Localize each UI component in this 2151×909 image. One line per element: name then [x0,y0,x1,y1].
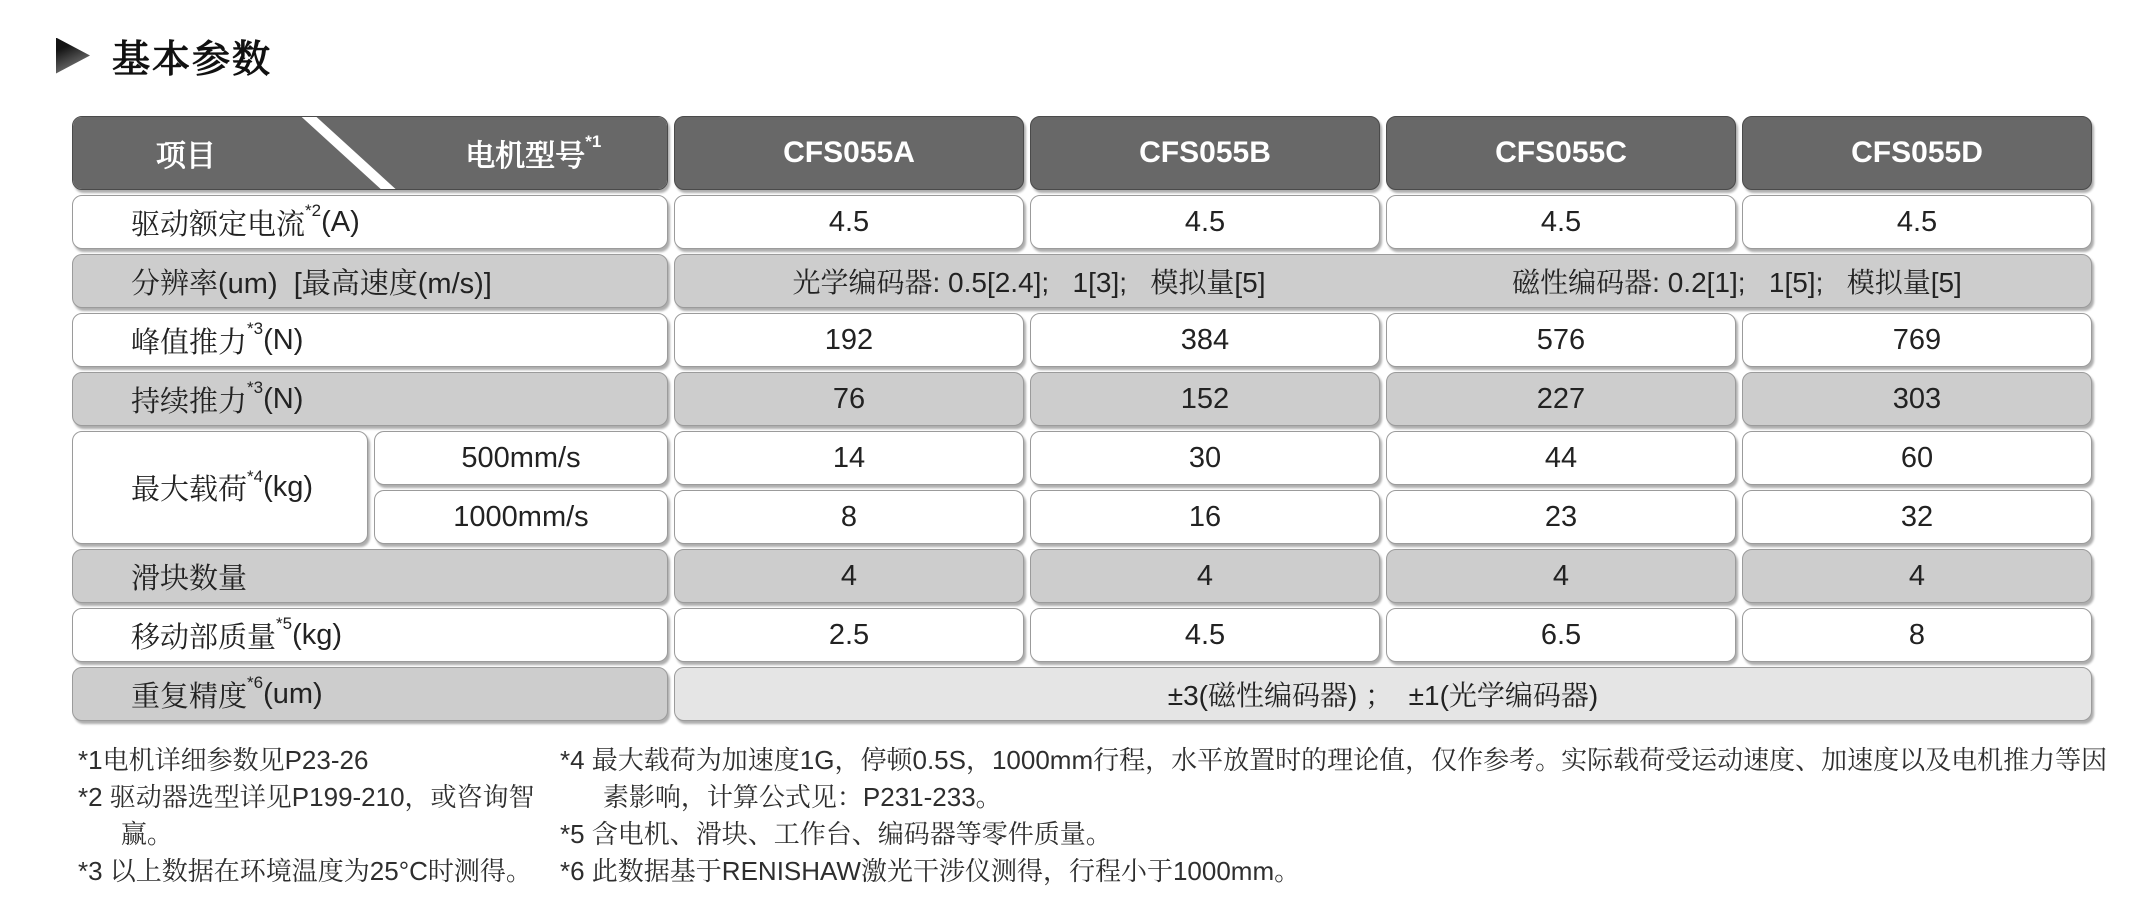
row-label-moving-mass: 移动部质量 $^{*5}$ (kg) [72,608,668,662]
footnote-2: *2 驱动器选型详见P199-210，或咨询智赢。 [78,782,535,849]
resolution-optical: 光学编码器: 0.5[2.4]; 1[3]; 模拟量[5] [792,267,1266,298]
value-cell: 23 [1386,490,1736,544]
value-cell: 303 [1742,372,2092,426]
corner-motor-text: 电机型号 [465,140,586,173]
resolution-magnetic: 磁性编码器: 0.2[1]; 1[5]; 模拟量[5] [1512,267,1962,298]
value-cell: 16 [1030,490,1380,544]
corner-label-motor-model: 电机型号 $^{*1}$ [465,132,602,173]
value-cell: 227 [1386,372,1736,426]
row-label-text: 驱动额定电流 [131,208,306,241]
value-cell: 8 [674,490,1024,544]
row-label-slider-count [72,549,668,603]
triangle-bullet-icon [56,38,90,74]
column-header-cfs055a: CFS055A [674,116,1024,190]
sub-label-1000mms: 1000mm/s [374,490,668,544]
column-header-cfs055d: CFS055D [1742,116,2092,190]
value-cell: 4.5 [1030,195,1380,249]
spec-table [72,116,2092,721]
row-label-unit: (N) [263,382,304,415]
row-label-unit: (kg) [263,471,314,503]
corner-header-cell [72,116,668,190]
row-label-text: 滑块数量 [131,562,248,595]
row-label-text: 重复精度 [131,680,248,713]
footnote-5: *5 含电机、滑块、工作台、编码器等零件质量。 [560,819,1112,849]
column-header-cfs055c: CFS055C [1386,116,1736,190]
footnotes [78,742,2123,890]
row-label-resolution [72,254,668,308]
repeatability-merged-cell: ±3(磁性编码器) ； ±1(光学编码器) [674,667,2092,721]
value-cell: 769 [1742,313,2092,367]
row-label-text: 峰值推力 [131,326,248,359]
value-cell: 30 [1030,431,1380,485]
row-label-unit: (N) [263,323,304,356]
value-cell: 152 [1030,372,1380,426]
value-cell: 32 [1742,490,2092,544]
value-cell: 576 [1386,313,1736,367]
value-cell: 4 [1030,549,1380,603]
row-label-unit: (kg) [292,618,343,651]
value-cell: 4.5 [1742,195,2092,249]
value-cell: 384 [1030,313,1380,367]
corner-label-item [73,117,299,189]
corner-item-text: 项目 [155,140,216,173]
sub-label-500mms: 500mm/s [374,431,668,485]
value-cell: 4 [674,549,1024,603]
value-cell: 14 [674,431,1024,485]
value-cell: 2.5 [674,608,1024,662]
value-cell: 8 [1742,608,2092,662]
value-cell: 44 [1386,431,1736,485]
row-label-continuous-thrust: 持续推力 $^{*3}$ (N) [72,372,668,426]
row-label-unit: (um) [263,677,323,710]
row-label-text: 分辨率(um) [最高速度(m/s)] [131,267,492,300]
value-cell: 4.5 [1030,608,1380,662]
value-cell: 76 [674,372,1024,426]
row-label-peak-thrust: 峰值推力 $^{*3}$ (N) [72,313,668,367]
row-label-text: 持续推力 [131,385,248,418]
footnotes-left-column [78,742,560,890]
row-label-max-load: 最大载荷 $^{*4}$ (kg) [72,431,368,544]
footnote-3: *3 以上数据在环境温度为25°C时测得。 [78,856,532,886]
row-label-rated-current: 驱动额定电流 $^{*2}$ (A) [72,195,668,249]
footnote-4: *4 最大载荷为加速度1G，停顿0.5S，1000mm行程，水平放置时的理论值，仅作参考。实际载荷受运动速度、加速度以及电机推力等因素影响，计算公式见：P231-233。 [560,745,2108,812]
footnotes-right-column [560,742,2123,890]
resolution-merged-cell [674,254,2092,308]
footnote-6: *6 此数据基于RENISHAW激光干涉仪测得，行程小于1000mm。 [560,856,1301,886]
footnote-1: *1电机详细参数见P23-26 [78,745,369,775]
value-cell: 4 [1386,549,1736,603]
row-label-repeatability: 重复精度 $^{*6}$ (um) [72,667,668,721]
page-title: 基本参数 [112,39,273,81]
value-cell: 192 [674,313,1024,367]
column-header-cfs055b: CFS055B [1030,116,1380,190]
value-cell: 6.5 [1386,608,1736,662]
value-cell: 4.5 [1386,195,1736,249]
value-cell: 4 [1742,549,2092,603]
value-cell: 60 [1742,431,2092,485]
row-label-text: 移动部质量 [131,621,277,654]
section-title-row [56,28,272,83]
row-label-text: 最大载荷 [131,474,248,506]
value-cell: 4.5 [674,195,1024,249]
row-label-unit: (A) [321,205,360,238]
